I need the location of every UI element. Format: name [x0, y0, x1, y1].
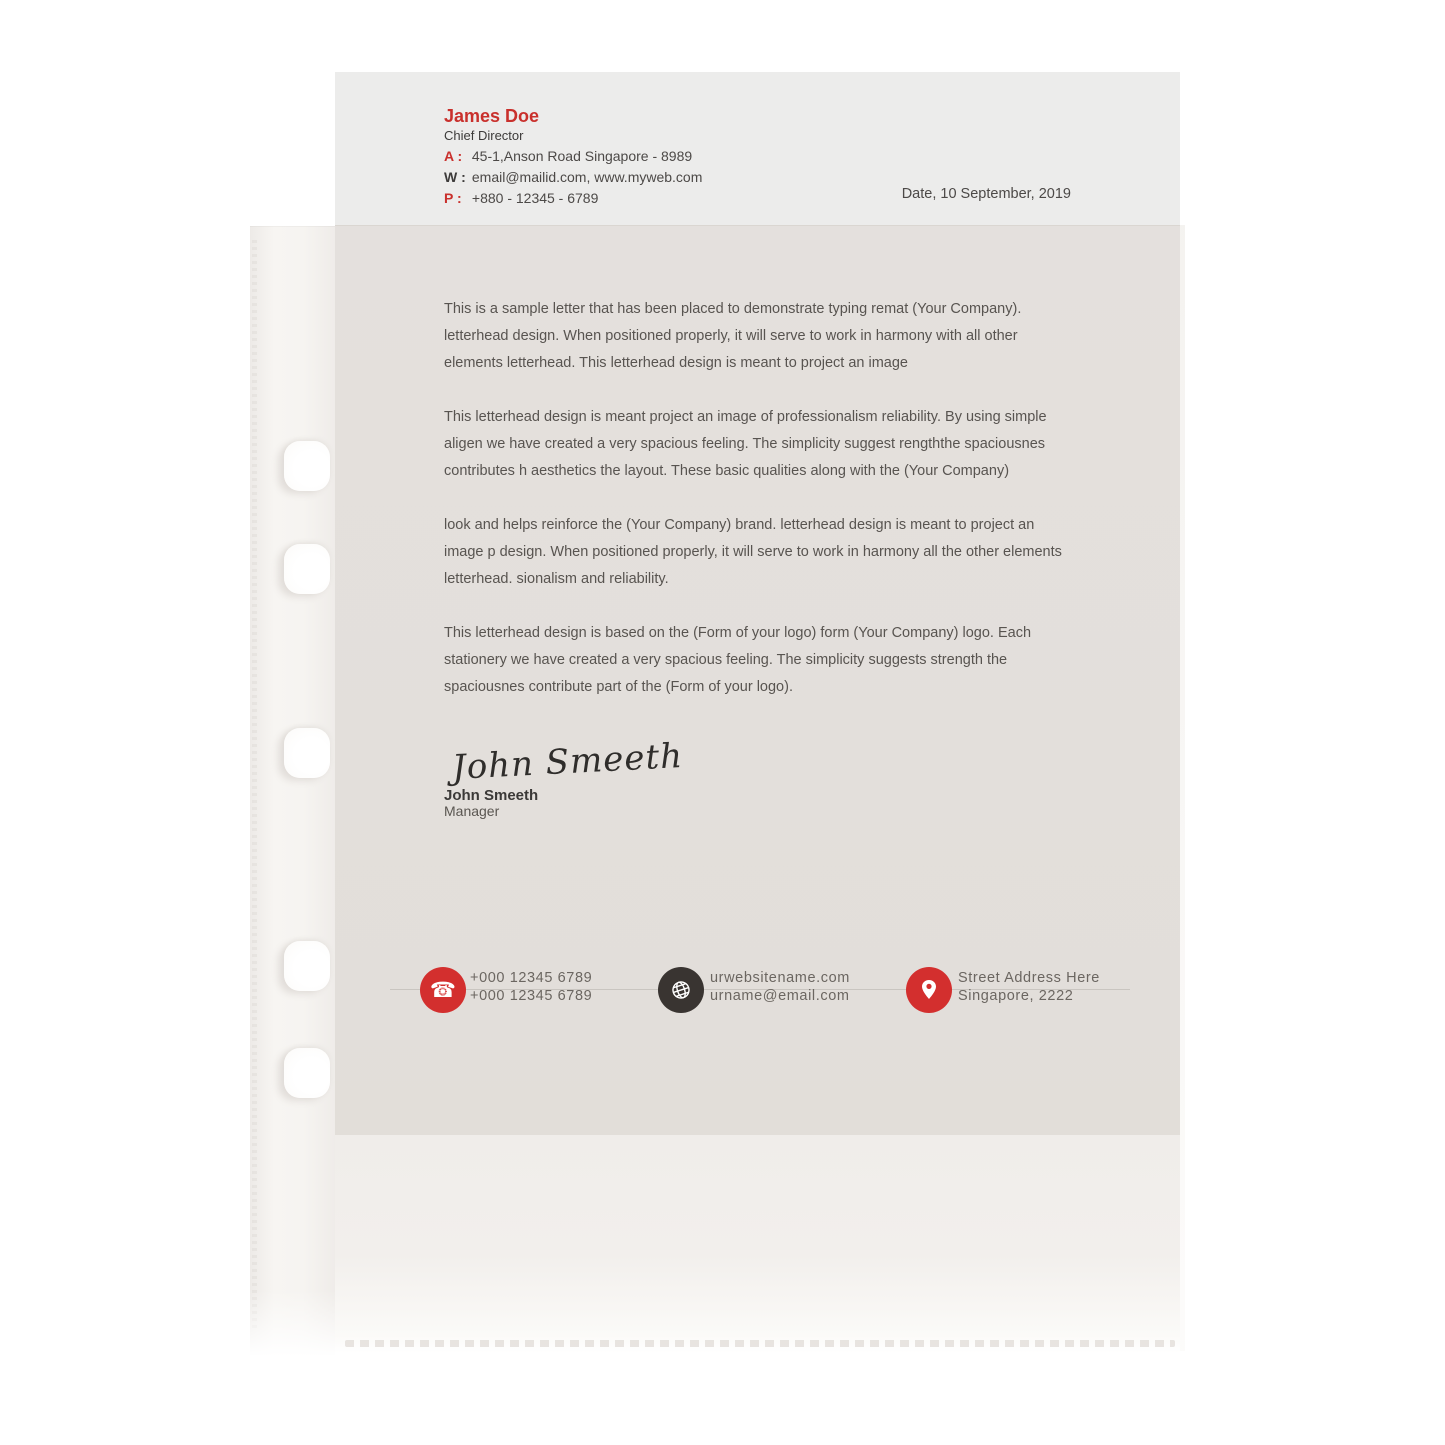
paragraph: This is a sample letter that has been placed to demonstrate typing remat (Your Company). letterhead design. When positioned properly, it will serve to work in harmony with all other elements letterhead. This letterhead design is meant to project an image: [444, 301, 1022, 371]
website-url: urwebsitename.com: [710, 970, 850, 986]
phone-label: P :: [444, 190, 462, 206]
street-address: [958, 969, 1100, 1005]
sender-title: Chief Director: [444, 128, 524, 143]
binder-strip-seam: [252, 240, 257, 1330]
address-line: Singapore, 2222: [958, 988, 1074, 1004]
web-value: email@mailid.com, www.myweb.com: [471, 169, 703, 185]
phone-numbers: [470, 969, 592, 1005]
binder-hole: [284, 941, 330, 991]
sleeve-right-edge: [1180, 225, 1185, 1351]
binder-hole: [284, 544, 330, 594]
binder-hole: [284, 1048, 330, 1098]
handwritten-signature: John Smeeth: [451, 735, 684, 789]
signer-name: John Smeeth: [444, 787, 539, 804]
contact-row-phone: [444, 188, 702, 209]
phone-icon: ☎: [420, 967, 466, 1013]
paragraph: look and helps reinforce the (Your Company) brand. letterhead design is meant to project an image p design. When positioned properly, it will serve to work in harmony all the other elements letterhead. sionalism and reliability.: [444, 517, 1062, 587]
paragraph: This letterhead design is based on the (Form of your logo) form (Your Company) logo. Each stationery we have created a very spacious feeling. The simplicity suggests strength the spaciousnes contribute part of the (Form of your logo).: [444, 625, 1032, 695]
email-address: urname@email.com: [710, 988, 850, 1004]
signer-role: Manager: [444, 803, 500, 819]
letter-body: [444, 296, 1076, 728]
address-line: Street Address Here: [958, 970, 1100, 986]
paragraph: This letterhead design is meant project an image of professionalism reliability. By using simple aligen we have created a very spacious feeling. The simplicity suggest rengththe spaciousnes contributes h aesthetics the layout. These basic qualities along with the (Your Company): [444, 409, 1047, 479]
binder-edge-strip: [250, 226, 335, 1356]
sender-name: James Doe: [444, 106, 540, 126]
phone-line: +000 12345 6789: [470, 970, 593, 986]
sheet-protector-bottom: [335, 1135, 1180, 1353]
address-value: 45-1,Anson Road Singapore - 8989: [471, 148, 693, 164]
letter-date: Date, 10 September, 2019: [901, 186, 1071, 202]
binder-hole: [284, 728, 330, 778]
binder-hole: [284, 441, 330, 491]
phone-line: +000 12345 6789: [470, 988, 593, 1004]
web-label: W :: [444, 169, 466, 185]
location-pin-icon: [906, 967, 952, 1013]
contact-row-web: [444, 167, 702, 188]
address-label: A :: [444, 148, 463, 164]
binder-strip-fade: [250, 1290, 335, 1360]
phone-value: +880 - 12345 - 6789: [471, 190, 599, 206]
sleeve-weld-serration: [345, 1340, 1175, 1347]
contact-row-address: [444, 146, 702, 167]
sender-contact-block: [444, 146, 702, 209]
globe-icon: [658, 967, 704, 1013]
web-links: [710, 969, 850, 1005]
